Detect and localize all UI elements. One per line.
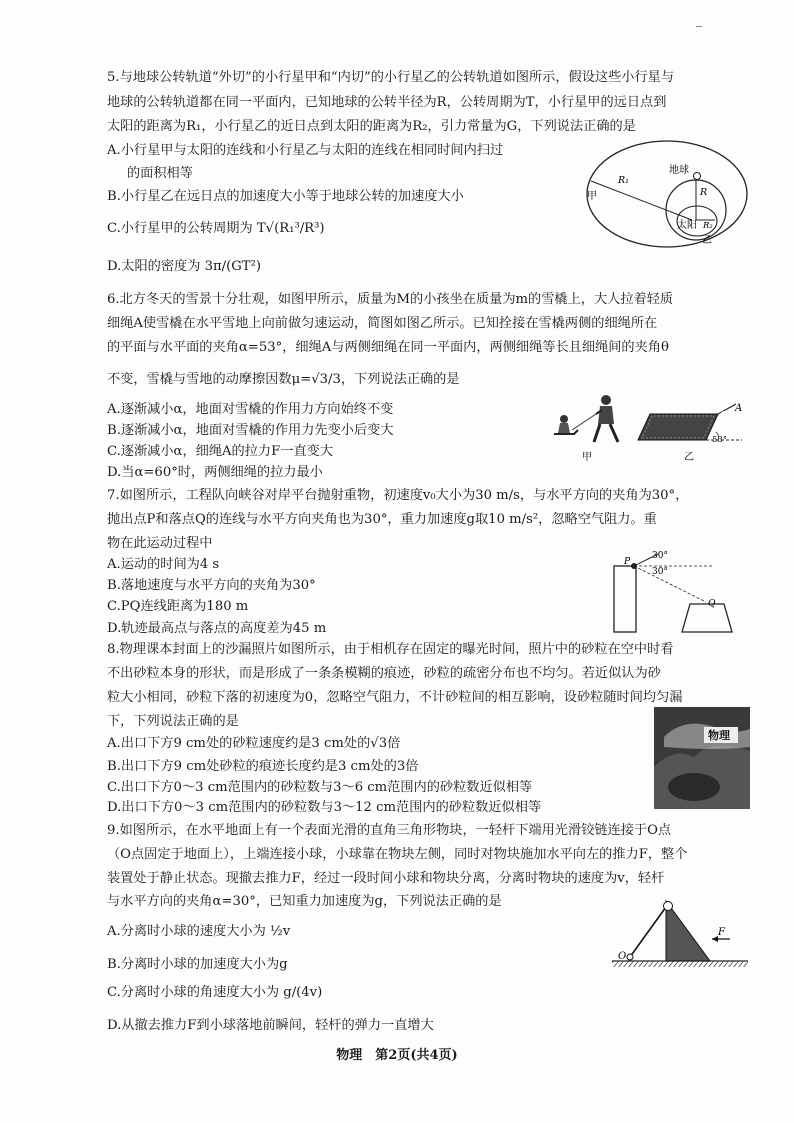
q6-option-a: A.逐渐减小α，地面对雪橇的作用力方向始终不变 bbox=[107, 402, 394, 417]
platform-right bbox=[682, 604, 732, 632]
q6-line-3: 的平面与水平面的夹角α=53°，细绳A与两侧细绳在同一平面内，两侧细绳等长且细绳间的夹角θ bbox=[107, 340, 669, 355]
label-q: Q bbox=[708, 599, 716, 609]
q6-line-4: 不变，雪橇与雪地的动摩擦因数μ=√3/3，下列说法正确的是 bbox=[107, 372, 460, 387]
q7-option-c: C.PQ连线距离为180 m bbox=[107, 599, 249, 614]
label-jia: 甲 bbox=[587, 191, 597, 202]
earth-dot bbox=[694, 173, 701, 180]
child-body bbox=[558, 423, 570, 433]
label-sun: 太阳 bbox=[677, 220, 697, 231]
q6-option-d: D.当α=60°时，两侧细绳的拉力最小 bbox=[107, 465, 323, 480]
q8-line-1: 8.物理课本封面上的沙漏照片如图所示，由于相机存在固定的曝光时间，照片中的砂粒在空中时看 bbox=[107, 642, 674, 657]
adult-legs bbox=[594, 424, 618, 442]
adult-body bbox=[598, 406, 614, 424]
q5-line-1: 5.与地球公转轨道“外切”的小行星甲和“内切”的小行星乙的公转轨道如图所示，假设这些小行星与 bbox=[107, 70, 675, 85]
q8-line-3: 粒大小相同，砂粒下落的初速度为0，忽略空气阻力，不计砂粒间的相互影响，设砂粒随时间均匀漏 bbox=[107, 690, 683, 705]
label-o: O bbox=[618, 951, 627, 962]
adult-head bbox=[601, 395, 611, 405]
q5-option-b: B.小行星乙在远日点的加速度大小等于地球公转的加速度大小 bbox=[107, 189, 464, 204]
q6-line-1: 6.北方冬天的雪景十分壮观，如图甲所示，质量为M的小孩坐在质量为m的雪橇上，大人拉着轻质 bbox=[107, 292, 674, 307]
page-footer: 物理 第2页(共4页) bbox=[336, 1048, 458, 1063]
q6-line-2: 细绳A使雪橇在水平雪地上向前做匀速运动，简图如图乙所示。已知拴接在雪橇两侧的细绳所在 bbox=[107, 316, 658, 331]
label-theta: θ bbox=[720, 411, 726, 421]
q9-line-4: 与水平方向的夹角α=30°，已知重力加速度为g，下列说法正确的是 bbox=[107, 894, 502, 909]
ground-hatch bbox=[612, 961, 748, 967]
q8-option-b: B.出口下方9 cm处砂粒的痕迹长度约是3 cm处的3倍 bbox=[107, 759, 419, 774]
q9-option-a: A.分离时小球的速度大小为 ½v bbox=[107, 924, 291, 939]
light-rod bbox=[630, 907, 666, 957]
small-ball bbox=[664, 902, 673, 911]
q8-option-a: A.出口下方9 cm处的砂粒速度约是3 cm处的√3倍 bbox=[107, 736, 401, 751]
label-f: F bbox=[718, 927, 725, 938]
label-p: P bbox=[624, 557, 631, 567]
q7-line-3: 物在此运动过程中 bbox=[107, 536, 213, 551]
q6-option-b: B.逐渐减小α，地面对雪橇的作用力先变小后变大 bbox=[107, 423, 394, 438]
projectile-diagram bbox=[610, 546, 748, 634]
q5-line-2: 地球的公转轨道都在同一平面内，已知地球的公转半径为R，公转周期为T，小行星甲的远日点到 bbox=[107, 95, 667, 110]
sled-plane bbox=[638, 414, 718, 440]
triangle-block bbox=[666, 901, 710, 961]
label-30-bottom: 30° bbox=[652, 567, 668, 577]
label-earth: 地球 bbox=[669, 165, 689, 176]
label-r2: R₂ bbox=[703, 221, 713, 231]
orbit-diagram bbox=[584, 137, 750, 252]
hinge-o bbox=[627, 954, 633, 960]
q7-line-1: 7.如图所示，工程队向峡谷对岸平台抛射重物，初速度v₀大小为30 m/s，与水平方向的夹角为30°， bbox=[107, 488, 689, 503]
q9-line-2: （O点固定于地面上），上端连接小球，小球靠在物块左侧，同时对物块施加水平向左的推力F，整个 bbox=[107, 847, 688, 862]
q7-option-d: D.轨迹最高点与落点的高度差为45 m bbox=[107, 621, 327, 636]
label-r1: R₁ bbox=[618, 175, 629, 186]
q7-option-a: A.运动的时间为4 s bbox=[107, 557, 220, 572]
q9-option-c: C.分离时小球的角速度大小为 g/(4v) bbox=[107, 985, 323, 1000]
q5-option-a-cont: 的面积相等 bbox=[127, 166, 193, 181]
cliff-left bbox=[614, 566, 636, 632]
q9-line-1: 9.如图所示，在水平地面上有一个表面光滑的直角三角形物块，一轻杆下端用光滑铰链连接于O点 bbox=[107, 823, 672, 838]
rope-line bbox=[572, 414, 596, 430]
q8-line-4: 下，下列说法正确的是 bbox=[107, 714, 239, 729]
q9-line-3: 装置处于静止状态。现撤去推力F，经过一段时间小球和物块分离，分离时物块的速度为v，轻杆 bbox=[107, 871, 665, 886]
cover-title: 物理 bbox=[708, 729, 730, 742]
photo-shadow bbox=[668, 773, 720, 801]
scan-speck bbox=[696, 26, 702, 27]
q5-option-d: D.太阳的密度为 3π/(GT²) bbox=[107, 259, 262, 274]
q8-option-c: C.出口下方0～3 cm范围内的砂粒数与3～6 cm范围内的砂粒数近似相等 bbox=[107, 780, 533, 795]
label-53: 53° bbox=[712, 435, 728, 445]
wedge-rod-diagram bbox=[612, 897, 750, 969]
label-a: A bbox=[735, 403, 743, 414]
sled-diagram bbox=[632, 398, 744, 466]
sled-photo-figure bbox=[550, 392, 644, 468]
q9-option-b: B.分离时小球的加速度大小为g bbox=[107, 957, 288, 972]
label-yi-6: 乙 bbox=[684, 452, 694, 463]
pq-line bbox=[634, 566, 706, 602]
q9-option-d: D.从撤去推力F到小球落地前瞬间，轻杆的弹力一直增大 bbox=[107, 1018, 434, 1033]
q7-line-2: 抛出点P和落点Q的连线与水平方向夹角也为30°，重力加速度g取10 m/s²，忽略空气阻力。重 bbox=[107, 512, 657, 527]
label-r: R bbox=[700, 187, 708, 198]
label-30-top: 30° bbox=[652, 551, 668, 561]
q7-option-b: B.落地速度与水平方向的夹角为30° bbox=[107, 578, 316, 593]
label-yi: 乙 bbox=[702, 235, 712, 246]
textbook-cover-photo bbox=[654, 707, 750, 809]
label-jia-6: 甲 bbox=[582, 452, 592, 463]
q5-line-3: 太阳的距离为R₁，小行星乙的近日点到太阳的距离为R₂，引力常量为G，下列说法正确的是 bbox=[107, 119, 636, 134]
q6-option-c: C.逐渐减小α，细绳A的拉力F一直变大 bbox=[107, 444, 334, 459]
q5-option-c: C.小行星甲的公转周期为 T√(R₁³/R³) bbox=[107, 221, 325, 236]
q8-option-d: D.出口下方0～3 cm范围内的砂粒数与3～12 cm范围内的砂粒数近似相等 bbox=[107, 800, 542, 815]
child-head bbox=[560, 415, 568, 423]
q5-option-a: A.小行星甲与太阳的连线和小行星乙与太阳的连线在相同时间内扫过 bbox=[107, 143, 504, 158]
orbit-jia bbox=[587, 141, 747, 247]
q8-line-2: 不出砂粒本身的形状，而是形成了一条条模糊的痕迹，砂粒的疏密分布也不均匀。若近似认为砂 bbox=[107, 666, 661, 681]
